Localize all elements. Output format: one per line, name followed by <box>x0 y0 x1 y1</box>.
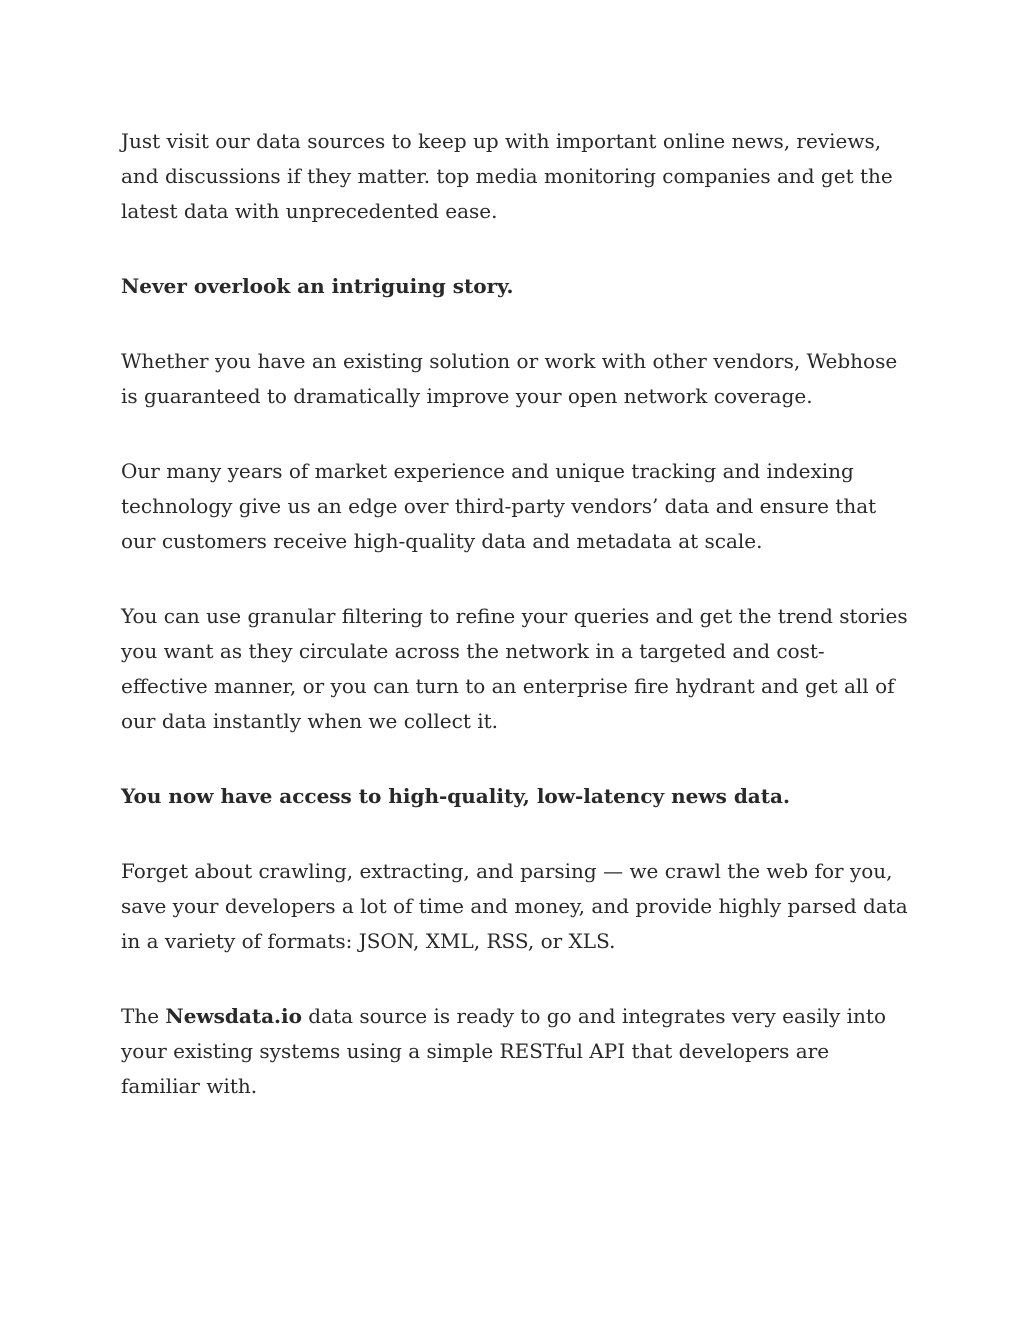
heading-news-data-access: You now have access to high-quality, low-latency news data. <box>121 784 790 808</box>
newsdata-brand: Newsdata.io <box>165 1004 302 1028</box>
experience-paragraph: Our many years of market experience and unique tracking and indexing technology give us an edge over third-party vendors’ data and ensure that our customers receive high-quality data and metadata at scale. <box>121 459 877 553</box>
newsdata-paragraph <box>121 999 911 1104</box>
newsdata-prefix: The <box>121 1004 166 1028</box>
coverage-paragraph: Whether you have an existing solution or work with other vendors, Webhose is guaranteed to dramatically improve your open network coverage. <box>121 349 898 408</box>
intro-paragraph: Just visit our data sources to keep up with important online news, reviews, and discussions if they matter. top media monitoring companies and get the latest data with unprecedented ease. <box>121 129 893 223</box>
crawling-paragraph: Forget about crawling, extracting, and parsing — we crawl the web for you, save your developers a lot of time and money, and provide highly parsed data in a variety of formats: JSON, XML, RSS, or XLS. <box>121 859 908 953</box>
heading-intriguing-story: Never overlook an intriguing story. <box>121 274 514 298</box>
newsdata-suffix: data source is ready to go and integrates very easily into your existing systems using a simple RESTful API that developers are familiar with. <box>121 1004 887 1098</box>
filtering-paragraph: You can use granular filtering to refine your queries and get the trend stories you want as they circulate across the network in a targeted and cost-effective manner, or you can turn to an enterprise fire hydrant and get all of our data instantly when we collect it. <box>121 604 908 733</box>
document-body <box>121 124 911 1144</box>
